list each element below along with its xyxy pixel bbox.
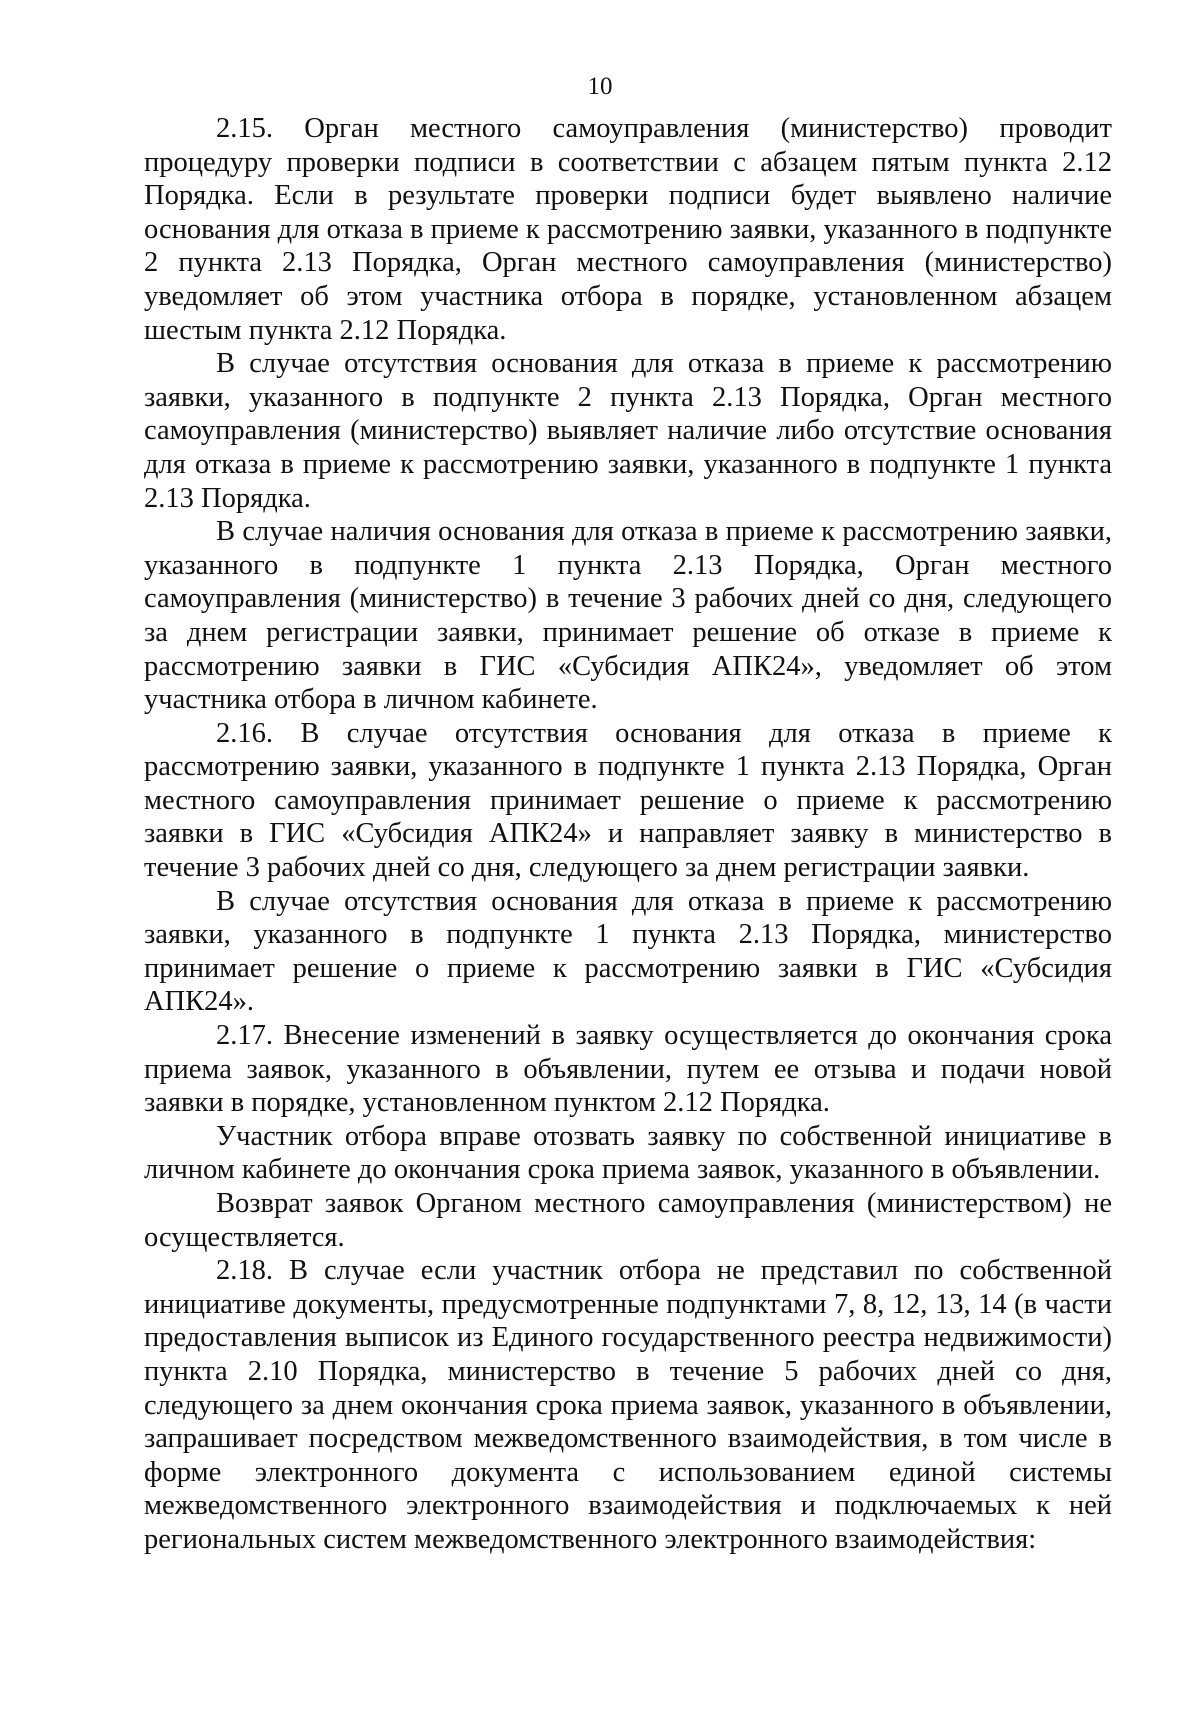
paragraph-2-17: 2.17. Внесение изменений в заявку осуществляется до окончания срока приема заявок, указанного в объявлении, путем ее отзыва и подачи новой заявки в порядке, установленном пунктом 2.12 Порядка.: [144, 1020, 1112, 1119]
paragraph-withdraw-application: Участник отбора вправе отозвать заявку по собственной инициативе в личном кабинете до окончания срока приема заявок, указанного в объявлении.: [144, 1120, 1112, 1186]
paragraph-2-16: 2.16. В случае отсутствия основания для отказа в приеме к рассмотрению заявки, указанного в подпункте 1 пункта 2.13 Порядка, Орган местного самоуправления принимает решение о приеме к рассмотрению заявки в ГИС «Субсидия АПК24» и направляет заявку в министерство в течение 3 рабочих дней со дня, следующего за днем регистрации заявки.: [144, 717, 1112, 884]
paragraph-2-15: 2.15. Орган местного самоуправления (министерство) проводит процедуру проверки подписи в соответствии с абзацем пятым пункта 2.12 Порядка. Если в результате проверки подписи будет выявлено наличие основания для отказа в приеме к рассмотрению заявки, указанного в подпункте 2 пункта 2.13 Порядка, Орган местного самоуправления (министерство) уведомляет об этом участника отбора в порядке, установленном абзацем шестым пункта 2.12 Порядка.: [144, 113, 1112, 346]
document-body: [144, 112, 1112, 1557]
paragraph-2-18: 2.18. В случае если участник отбора не представил по собственной инициативе документы, предусмотренные подпунктами 7, 8, 12, 13, 14 (в части предоставления выписок из Единого государственного реестра недвижимости) пункта 2.10 Порядка, министерство в течение 5 рабочих дней со дня, следующего за днем окончания срока приема заявок, указанного в объявлении, запрашивает посредством межведомственного взаимодействия, в том числе в форме электронного документа с использованием единой системы межведомственного электронного взаимодействия и подключаемых к ней региональных систем межведомственного электронного взаимодействия:: [144, 1255, 1112, 1555]
paragraph-no-return: Возврат заявок Органом местного самоуправления (министерством) не осуществляется.: [144, 1188, 1112, 1253]
paragraph-no-signature-ground: В случае отсутствия основания для отказа в приеме к рассмотрению заявки, указанного в подпункте 2 пункта 2.13 Порядка, Орган местного самоуправления (министерство) выявляет наличие либо отсутствие основания для отказа в приеме к рассмотрению заявки, указанного в подпункте 1 пункта 2.13 Порядка.: [144, 348, 1112, 514]
paragraph-ministry-acceptance: В случае отсутствия основания для отказа в приеме к рассмотрению заявки, указанного в подпункте 1 пункта 2.13 Порядка, министерство принимает решение о приеме к рассмотрению заявки в ГИС «Субсидия АПК24».: [144, 885, 1112, 1018]
page-number: 10: [587, 73, 613, 100]
paragraph-refusal-decision: В случае наличия основания для отказа в приеме к рассмотрению заявки, указанного в подпункте 1 пункта 2.13 Порядка, Орган местного самоуправления (министерство) в течение 3 рабочих дней со дня, следующего за днем регистрации заявки, принимает решение об отказе в приеме к рассмотрению заявки в ГИС «Субсидия АПК24», уведомляет об этом участника отбора в личном кабинете.: [144, 516, 1112, 716]
